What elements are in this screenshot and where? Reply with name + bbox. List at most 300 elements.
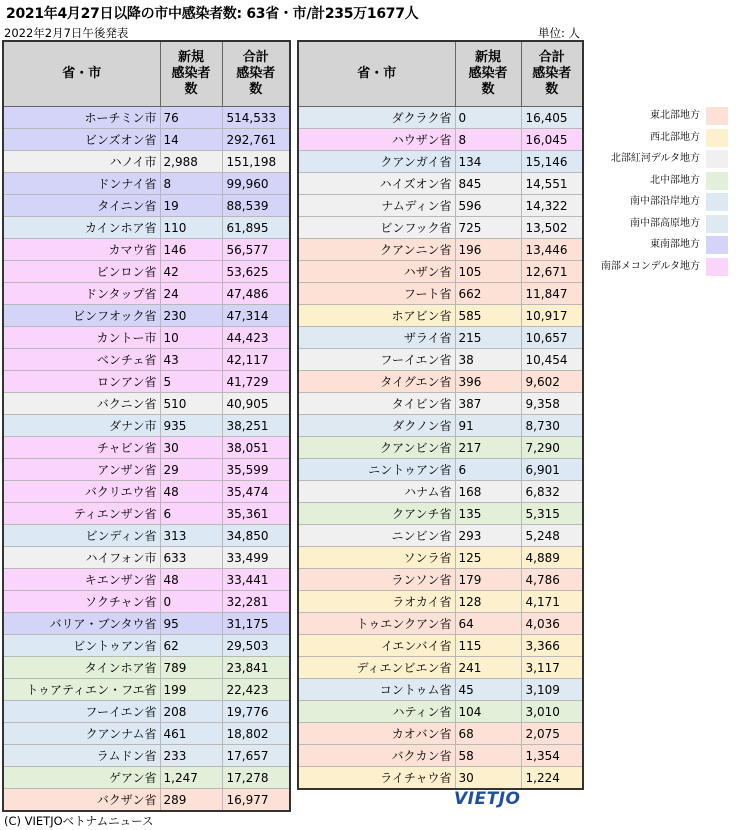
province-name: ハウザン省 <box>298 129 455 151</box>
province-name: ニントゥアン省 <box>298 459 455 481</box>
province-name: イエンバイ省 <box>298 635 455 657</box>
new-cases: 19 <box>160 195 222 217</box>
table-row <box>3 129 290 151</box>
total-cases: 10,917 <box>521 305 583 327</box>
province-name: ライチャウ省 <box>298 767 455 790</box>
new-cases: 48 <box>160 481 222 503</box>
total-cases: 16,045 <box>521 129 583 151</box>
legend-label: 北部紅河デルタ地方 <box>610 153 700 164</box>
table-row <box>3 525 290 547</box>
total-cases: 151,198 <box>222 151 290 173</box>
new-cases: 199 <box>160 679 222 701</box>
new-cases: 0 <box>455 107 521 129</box>
new-cases: 14 <box>160 129 222 151</box>
total-cases: 47,314 <box>222 305 290 327</box>
new-cases: 95 <box>160 613 222 635</box>
table-row <box>3 217 290 239</box>
total-cases: 18,802 <box>222 723 290 745</box>
total-cases: 12,671 <box>521 261 583 283</box>
total-cases: 38,251 <box>222 415 290 437</box>
table-row <box>3 767 290 789</box>
total-cases: 1,224 <box>521 767 583 790</box>
legend-swatch <box>706 258 728 276</box>
legend-item <box>594 106 734 126</box>
new-cases: 233 <box>160 745 222 767</box>
province-name: ハティン省 <box>298 701 455 723</box>
new-cases: 62 <box>160 635 222 657</box>
table-row <box>298 525 583 547</box>
province-name: チャビン省 <box>3 437 160 459</box>
table-row <box>3 459 290 481</box>
province-name: カオバン省 <box>298 723 455 745</box>
total-cases: 514,533 <box>222 107 290 129</box>
legend-item <box>594 171 734 191</box>
total-cases: 34,850 <box>222 525 290 547</box>
header-total-cases <box>222 41 290 107</box>
new-cases: 179 <box>455 569 521 591</box>
total-cases: 33,441 <box>222 569 290 591</box>
new-cases: 217 <box>455 437 521 459</box>
province-name: ソンラ省 <box>298 547 455 569</box>
table-row <box>3 173 290 195</box>
new-cases: 6 <box>160 503 222 525</box>
table-row <box>3 745 290 767</box>
table-row <box>298 635 583 657</box>
province-name: フーイエン省 <box>3 701 160 723</box>
total-cases: 35,599 <box>222 459 290 481</box>
new-cases: 30 <box>160 437 222 459</box>
new-cases: 24 <box>160 283 222 305</box>
new-cases: 789 <box>160 657 222 679</box>
new-cases: 935 <box>160 415 222 437</box>
new-cases: 585 <box>455 305 521 327</box>
new-cases: 38 <box>455 349 521 371</box>
table-row <box>298 415 583 437</box>
new-cases: 58 <box>455 745 521 767</box>
new-cases: 725 <box>455 217 521 239</box>
total-cases: 8,730 <box>521 415 583 437</box>
province-name: タイビン省 <box>298 393 455 415</box>
legend-swatch <box>706 193 728 211</box>
table-row <box>3 591 290 613</box>
legend-item <box>594 257 734 277</box>
total-cases: 6,901 <box>521 459 583 481</box>
table-row <box>3 305 290 327</box>
legend-item <box>594 149 734 169</box>
province-name: バリア・ブンタウ省 <box>3 613 160 635</box>
province-name: ナムディン省 <box>298 195 455 217</box>
table-row <box>3 503 290 525</box>
province-name: ザライ省 <box>298 327 455 349</box>
province-name: ニンビン省 <box>298 525 455 547</box>
total-cases: 44,423 <box>222 327 290 349</box>
new-cases: 30 <box>455 767 521 790</box>
legend-item <box>594 128 734 148</box>
new-cases: 104 <box>455 701 521 723</box>
table-row <box>298 437 583 459</box>
table-row <box>298 591 583 613</box>
province-name: バクカン省 <box>298 745 455 767</box>
header-total-cases <box>521 41 583 107</box>
total-cases: 9,358 <box>521 393 583 415</box>
table-row <box>298 107 583 129</box>
province-name: ティエンザン省 <box>3 503 160 525</box>
table-row <box>298 767 583 790</box>
header-province: 省・市 <box>298 41 455 107</box>
page-title: 2021年4月27日以降の市中感染者数: 63省・市/計235万1677人 <box>6 6 419 22</box>
new-cases: 5 <box>160 371 222 393</box>
total-cases: 3,109 <box>521 679 583 701</box>
province-name: ビンフック省 <box>298 217 455 239</box>
total-cases: 41,729 <box>222 371 290 393</box>
province-name: ホーチミン市 <box>3 107 160 129</box>
table-row <box>298 547 583 569</box>
legend-label: 東北部地方 <box>650 110 700 121</box>
total-cases: 5,248 <box>521 525 583 547</box>
total-cases: 5,315 <box>521 503 583 525</box>
province-name: ダナン市 <box>3 415 160 437</box>
header-line: 感染者 <box>468 66 508 81</box>
legend-label: 南中部沿岸地方 <box>630 196 700 207</box>
province-name: ソクチャン省 <box>3 591 160 613</box>
table-row <box>298 679 583 701</box>
legend-swatch <box>706 236 728 254</box>
new-cases: 48 <box>160 569 222 591</box>
total-cases: 3,010 <box>521 701 583 723</box>
table-row <box>3 195 290 217</box>
total-cases: 32,281 <box>222 591 290 613</box>
total-cases: 99,960 <box>222 173 290 195</box>
table-row <box>3 547 290 569</box>
table-row <box>3 349 290 371</box>
legend-swatch <box>706 172 728 190</box>
total-cases: 10,657 <box>521 327 583 349</box>
total-cases: 3,366 <box>521 635 583 657</box>
province-name: キエンザン省 <box>3 569 160 591</box>
header-line: 感染者 <box>532 66 572 81</box>
new-cases: 45 <box>455 679 521 701</box>
table-row <box>3 327 290 349</box>
province-name: ビンロン省 <box>3 261 160 283</box>
new-cases: 68 <box>455 723 521 745</box>
table-row <box>3 789 290 812</box>
table-row <box>298 195 583 217</box>
table-row <box>298 349 583 371</box>
table-row <box>3 657 290 679</box>
new-cases: 662 <box>455 283 521 305</box>
province-name: ハナム省 <box>298 481 455 503</box>
province-name: ダクラク省 <box>298 107 455 129</box>
province-name: ハイフォン市 <box>3 547 160 569</box>
header-new-cases <box>455 41 521 107</box>
new-cases: 241 <box>455 657 521 679</box>
table-row <box>3 481 290 503</box>
table-row <box>298 745 583 767</box>
table-row <box>3 283 290 305</box>
table-row <box>298 305 583 327</box>
table-row <box>3 723 290 745</box>
cases-table-right <box>297 40 584 790</box>
header-line: 感染者 <box>171 66 211 81</box>
province-name: トゥエンクアン省 <box>298 613 455 635</box>
table-row <box>298 569 583 591</box>
new-cases: 29 <box>160 459 222 481</box>
table-row <box>298 283 583 305</box>
total-cases: 35,474 <box>222 481 290 503</box>
province-name: ハイズオン省 <box>298 173 455 195</box>
header-line: 新規 <box>177 50 204 65</box>
province-name: ランソン省 <box>298 569 455 591</box>
table-row <box>298 613 583 635</box>
new-cases: 110 <box>160 217 222 239</box>
table-row <box>3 679 290 701</box>
province-name: ラオカイ省 <box>298 591 455 613</box>
new-cases: 134 <box>455 151 521 173</box>
new-cases: 125 <box>455 547 521 569</box>
province-name: バクニン省 <box>3 393 160 415</box>
province-name: コントゥム省 <box>298 679 455 701</box>
total-cases: 11,847 <box>521 283 583 305</box>
new-cases: 2,988 <box>160 151 222 173</box>
new-cases: 633 <box>160 547 222 569</box>
new-cases: 115 <box>455 635 521 657</box>
new-cases: 1,247 <box>160 767 222 789</box>
total-cases: 13,446 <box>521 239 583 261</box>
total-cases: 2,075 <box>521 723 583 745</box>
total-cases: 16,405 <box>521 107 583 129</box>
legend-label: 北中部地方 <box>650 174 700 186</box>
total-cases: 31,175 <box>222 613 290 635</box>
province-name: クアンガイ省 <box>298 151 455 173</box>
new-cases: 845 <box>455 173 521 195</box>
legend-item <box>594 214 734 234</box>
new-cases: 10 <box>160 327 222 349</box>
table-row <box>298 151 583 173</box>
table-row <box>298 173 583 195</box>
new-cases: 461 <box>160 723 222 745</box>
new-cases: 396 <box>455 371 521 393</box>
total-cases: 9,602 <box>521 371 583 393</box>
total-cases: 35,361 <box>222 503 290 525</box>
table-row <box>298 217 583 239</box>
total-cases: 4,889 <box>521 547 583 569</box>
new-cases: 168 <box>455 481 521 503</box>
total-cases: 16,977 <box>222 789 290 812</box>
vietjo-logo: VIETJO <box>454 789 521 809</box>
new-cases: 135 <box>455 503 521 525</box>
province-name: トゥアティエン・フエ省 <box>3 679 160 701</box>
total-cases: 42,117 <box>222 349 290 371</box>
province-name: タインホア省 <box>3 657 160 679</box>
table-row <box>298 129 583 151</box>
new-cases: 64 <box>455 613 521 635</box>
new-cases: 289 <box>160 789 222 812</box>
header-line: 合計 <box>242 50 269 65</box>
new-cases: 6 <box>455 459 521 481</box>
total-cases: 7,290 <box>521 437 583 459</box>
new-cases: 230 <box>160 305 222 327</box>
total-cases: 19,776 <box>222 701 290 723</box>
table-row <box>3 151 290 173</box>
table-header-row <box>298 41 583 107</box>
new-cases: 8 <box>160 173 222 195</box>
province-name: フーイエン省 <box>298 349 455 371</box>
announcement-date: 2022年2月7日午後発表 <box>4 26 129 40</box>
province-name: カントー市 <box>3 327 160 349</box>
legend-swatch <box>706 107 728 125</box>
province-name: フート省 <box>298 283 455 305</box>
total-cases: 88,539 <box>222 195 290 217</box>
province-name: ハノイ市 <box>3 151 160 173</box>
total-cases: 13,502 <box>521 217 583 239</box>
legend-label: 南中部高原地方 <box>630 217 700 229</box>
province-name: ビンディン省 <box>3 525 160 547</box>
total-cases: 61,895 <box>222 217 290 239</box>
legend-item <box>594 235 734 255</box>
legend-label: 南部メコンデルタ地方 <box>600 260 700 272</box>
table-row <box>3 569 290 591</box>
total-cases: 53,625 <box>222 261 290 283</box>
new-cases: 0 <box>160 591 222 613</box>
province-name: クアンビン省 <box>298 437 455 459</box>
province-name: ディエンビエン省 <box>298 657 455 679</box>
table-row <box>298 393 583 415</box>
province-name: ホアビン省 <box>298 305 455 327</box>
new-cases: 215 <box>455 327 521 349</box>
province-name: カマウ省 <box>3 239 160 261</box>
province-name: ビンズオン省 <box>3 129 160 151</box>
new-cases: 146 <box>160 239 222 261</box>
new-cases: 105 <box>455 261 521 283</box>
table-row <box>3 701 290 723</box>
new-cases: 128 <box>455 591 521 613</box>
new-cases: 43 <box>160 349 222 371</box>
table-row <box>298 701 583 723</box>
table-row <box>298 723 583 745</box>
header-line: 新規 <box>474 50 501 65</box>
new-cases: 387 <box>455 393 521 415</box>
total-cases: 47,486 <box>222 283 290 305</box>
header-line: 数 <box>249 82 263 97</box>
table-row <box>3 437 290 459</box>
legend-swatch <box>706 129 728 147</box>
cases-table-left <box>2 40 291 812</box>
new-cases: 510 <box>160 393 222 415</box>
total-cases: 22,423 <box>222 679 290 701</box>
total-cases: 15,146 <box>521 151 583 173</box>
table-row <box>3 371 290 393</box>
total-cases: 4,786 <box>521 569 583 591</box>
province-name: クアンナム省 <box>3 723 160 745</box>
province-name: タイグエン省 <box>298 371 455 393</box>
total-cases: 33,499 <box>222 547 290 569</box>
header-line: 数 <box>184 82 198 97</box>
table-row <box>3 107 290 129</box>
table-row <box>298 481 583 503</box>
unit-label: 単位: 人 <box>538 26 581 40</box>
new-cases: 91 <box>455 415 521 437</box>
province-name: ビンフオック省 <box>3 305 160 327</box>
province-name: ドンナイ省 <box>3 173 160 195</box>
province-name: バクリエウ省 <box>3 481 160 503</box>
new-cases: 196 <box>455 239 521 261</box>
province-name: ダクノン省 <box>298 415 455 437</box>
legend-swatch <box>706 215 728 233</box>
header-new-cases <box>160 41 222 107</box>
total-cases: 10,454 <box>521 349 583 371</box>
new-cases: 596 <box>455 195 521 217</box>
province-name: ビントゥアン省 <box>3 635 160 657</box>
province-name: バクザン省 <box>3 789 160 812</box>
total-cases: 4,171 <box>521 591 583 613</box>
total-cases: 56,577 <box>222 239 290 261</box>
table-row <box>298 327 583 349</box>
table-row <box>3 239 290 261</box>
legend-label: 西北部地方 <box>650 131 700 143</box>
province-name: ロンアン省 <box>3 371 160 393</box>
province-name: タイニン省 <box>3 195 160 217</box>
table-row <box>298 239 583 261</box>
new-cases: 8 <box>455 129 521 151</box>
total-cases: 23,841 <box>222 657 290 679</box>
table-row <box>3 613 290 635</box>
new-cases: 76 <box>160 107 222 129</box>
province-name: クアンニン省 <box>298 239 455 261</box>
table-row <box>298 503 583 525</box>
total-cases: 4,036 <box>521 613 583 635</box>
province-name: アンザン省 <box>3 459 160 481</box>
total-cases: 38,051 <box>222 437 290 459</box>
table-row <box>298 371 583 393</box>
new-cases: 208 <box>160 701 222 723</box>
legend-label: 東南部地方 <box>650 239 700 250</box>
header-line: 数 <box>545 82 559 97</box>
province-name: ラムドン省 <box>3 745 160 767</box>
new-cases: 313 <box>160 525 222 547</box>
legend-item <box>594 192 734 212</box>
province-name: ハザン省 <box>298 261 455 283</box>
total-cases: 3,117 <box>521 657 583 679</box>
header-line: 感染者 <box>236 66 276 81</box>
table-row <box>298 657 583 679</box>
total-cases: 29,503 <box>222 635 290 657</box>
table-row <box>3 393 290 415</box>
province-name: ベンチェ省 <box>3 349 160 371</box>
table-row <box>3 261 290 283</box>
new-cases: 293 <box>455 525 521 547</box>
total-cases: 1,354 <box>521 745 583 767</box>
table-row <box>298 261 583 283</box>
copyright: (C) VIETJOベトナムニュース <box>4 814 154 828</box>
header-province: 省・市 <box>3 41 160 107</box>
legend-swatch <box>706 150 728 168</box>
table-row <box>298 459 583 481</box>
total-cases: 14,322 <box>521 195 583 217</box>
total-cases: 14,551 <box>521 173 583 195</box>
header-line: 合計 <box>538 50 565 65</box>
province-name: ドンタップ省 <box>3 283 160 305</box>
total-cases: 17,657 <box>222 745 290 767</box>
new-cases: 42 <box>160 261 222 283</box>
total-cases: 6,832 <box>521 481 583 503</box>
total-cases: 17,278 <box>222 767 290 789</box>
total-cases: 40,905 <box>222 393 290 415</box>
table-row <box>3 635 290 657</box>
header-line: 数 <box>481 82 495 97</box>
table-row <box>3 415 290 437</box>
province-name: ゲアン省 <box>3 767 160 789</box>
province-name: クアンチ省 <box>298 503 455 525</box>
